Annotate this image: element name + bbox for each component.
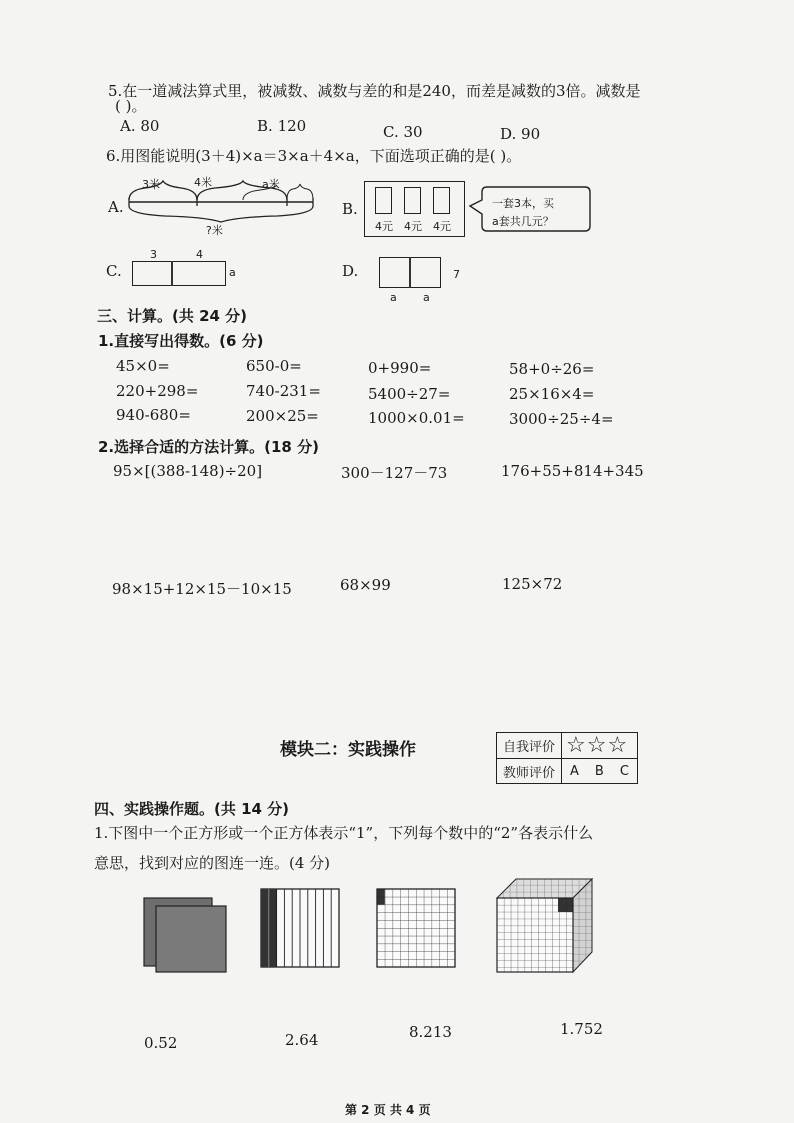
calc-item: 940-680=: [116, 406, 191, 424]
q6-d-side: 7: [453, 268, 460, 281]
star-rating: ☆☆☆: [562, 733, 638, 759]
method-problem: 98×15+12×15－10×15: [112, 580, 292, 598]
book-icon: [404, 187, 421, 214]
section4-title: 四、实践操作题。(共 14 分): [94, 800, 290, 818]
q5-option-a: A. 80: [120, 117, 160, 135]
book-price: 4元: [404, 220, 422, 233]
module2-title: 模块二：实践操作: [280, 740, 416, 760]
q6-c-top2: 4: [196, 248, 203, 261]
q6-a-seg2: 4米: [194, 176, 212, 189]
thousand-cube-figure: [496, 878, 596, 974]
q6-c-divider: [171, 261, 173, 286]
method-problem: 125×72: [502, 575, 563, 593]
calc-item: 45×0=: [116, 357, 170, 375]
section3-title: 三、计算。(共 24 分): [97, 307, 248, 325]
grade-option: C: [612, 759, 638, 784]
calc-item: 650-0=: [246, 357, 302, 375]
book-icon: [375, 187, 392, 214]
calc-item: 3000÷25÷4=: [509, 410, 614, 428]
self-eval-label: 自我评价: [497, 733, 562, 759]
q6-text: 6.用图能说明(3＋4)×a＝3×a＋4×a，下面选项正确的是( )。: [106, 147, 522, 165]
page-footer: 第 2 页 共 4 页: [345, 1103, 431, 1117]
q6-c-top1: 3: [150, 248, 157, 261]
teacher-eval-label: 教师评价: [497, 759, 562, 784]
book-price: 4元: [433, 220, 451, 233]
calc-item: 58+0÷26=: [509, 360, 595, 378]
decimal-number: 2.64: [285, 1031, 319, 1049]
calc-item: 1000×0.01=: [368, 409, 465, 427]
section4-q1-line2: 意思，找到对应的图连一连。(4 分): [94, 854, 331, 872]
section3-part1-title: 1.直接写出得数。(6 分): [98, 332, 264, 350]
q6-d-label: D.: [342, 262, 359, 280]
section3-part2-title: 2.选择合适的方法计算。(18 分): [98, 438, 319, 456]
decimal-number: 0.52: [144, 1034, 178, 1052]
q5-option-c: C. 30: [383, 123, 423, 141]
q6-b-bubble-line1: 一套3本，买: [492, 197, 554, 210]
q6-d-bottom2: a: [423, 291, 430, 304]
grade-option: B: [587, 759, 612, 784]
grade-option: A: [562, 759, 587, 784]
two-squares-figure: [142, 896, 234, 976]
calc-item: 5400÷27=: [368, 385, 451, 403]
q6-a-seg1: 3米: [142, 178, 160, 191]
q6-a-label: A.: [108, 198, 124, 216]
calc-item: 25×16×4=: [509, 385, 595, 403]
hundred-grid-figure: [376, 888, 458, 970]
calc-item: 200×25=: [246, 407, 319, 425]
method-problem: 95×[(388-148)÷20]: [113, 462, 263, 480]
q5-option-b: B. 120: [257, 117, 307, 135]
q6-d-divider: [409, 257, 411, 288]
q5-answer-blank: ( )。: [115, 97, 147, 115]
q6-b-label: B.: [342, 200, 358, 218]
q6-a-seg3: a米: [262, 178, 280, 191]
q6-c-rect: [132, 261, 226, 286]
method-problem: 176+55+814+345: [501, 462, 644, 480]
calc-item: 0+990=: [368, 359, 432, 377]
tenths-strips-figure: [260, 888, 342, 970]
calc-item: 740-231=: [246, 382, 321, 400]
q6-c-label: C.: [106, 262, 122, 280]
q5-option-d: D. 90: [500, 125, 541, 143]
book-price: 4元: [375, 220, 393, 233]
book-icon: [433, 187, 450, 214]
decimal-number: 8.213: [409, 1023, 452, 1041]
calc-item: 220+298=: [116, 382, 199, 400]
decimal-number: 1.752: [560, 1020, 603, 1038]
section4-q1-line1: 1.下图中一个正方形或一个正方体表示“1”，下列每个数中的“2”各表示什么: [94, 824, 594, 842]
q6-d-bottom1: a: [390, 291, 397, 304]
evaluation-table: [496, 732, 638, 784]
q6-c-side: a: [229, 266, 236, 279]
method-problem: 300－127－73: [341, 464, 448, 482]
q5-line1: 5.在一道减法算式里，被减数、减数与差的和是240，而差是减数的3倍。减数是: [108, 82, 641, 100]
q6-b-bubble-line2: a套共几元？: [492, 215, 554, 228]
method-problem: 68×99: [340, 576, 391, 594]
q6-a-total: ?米: [206, 224, 223, 237]
